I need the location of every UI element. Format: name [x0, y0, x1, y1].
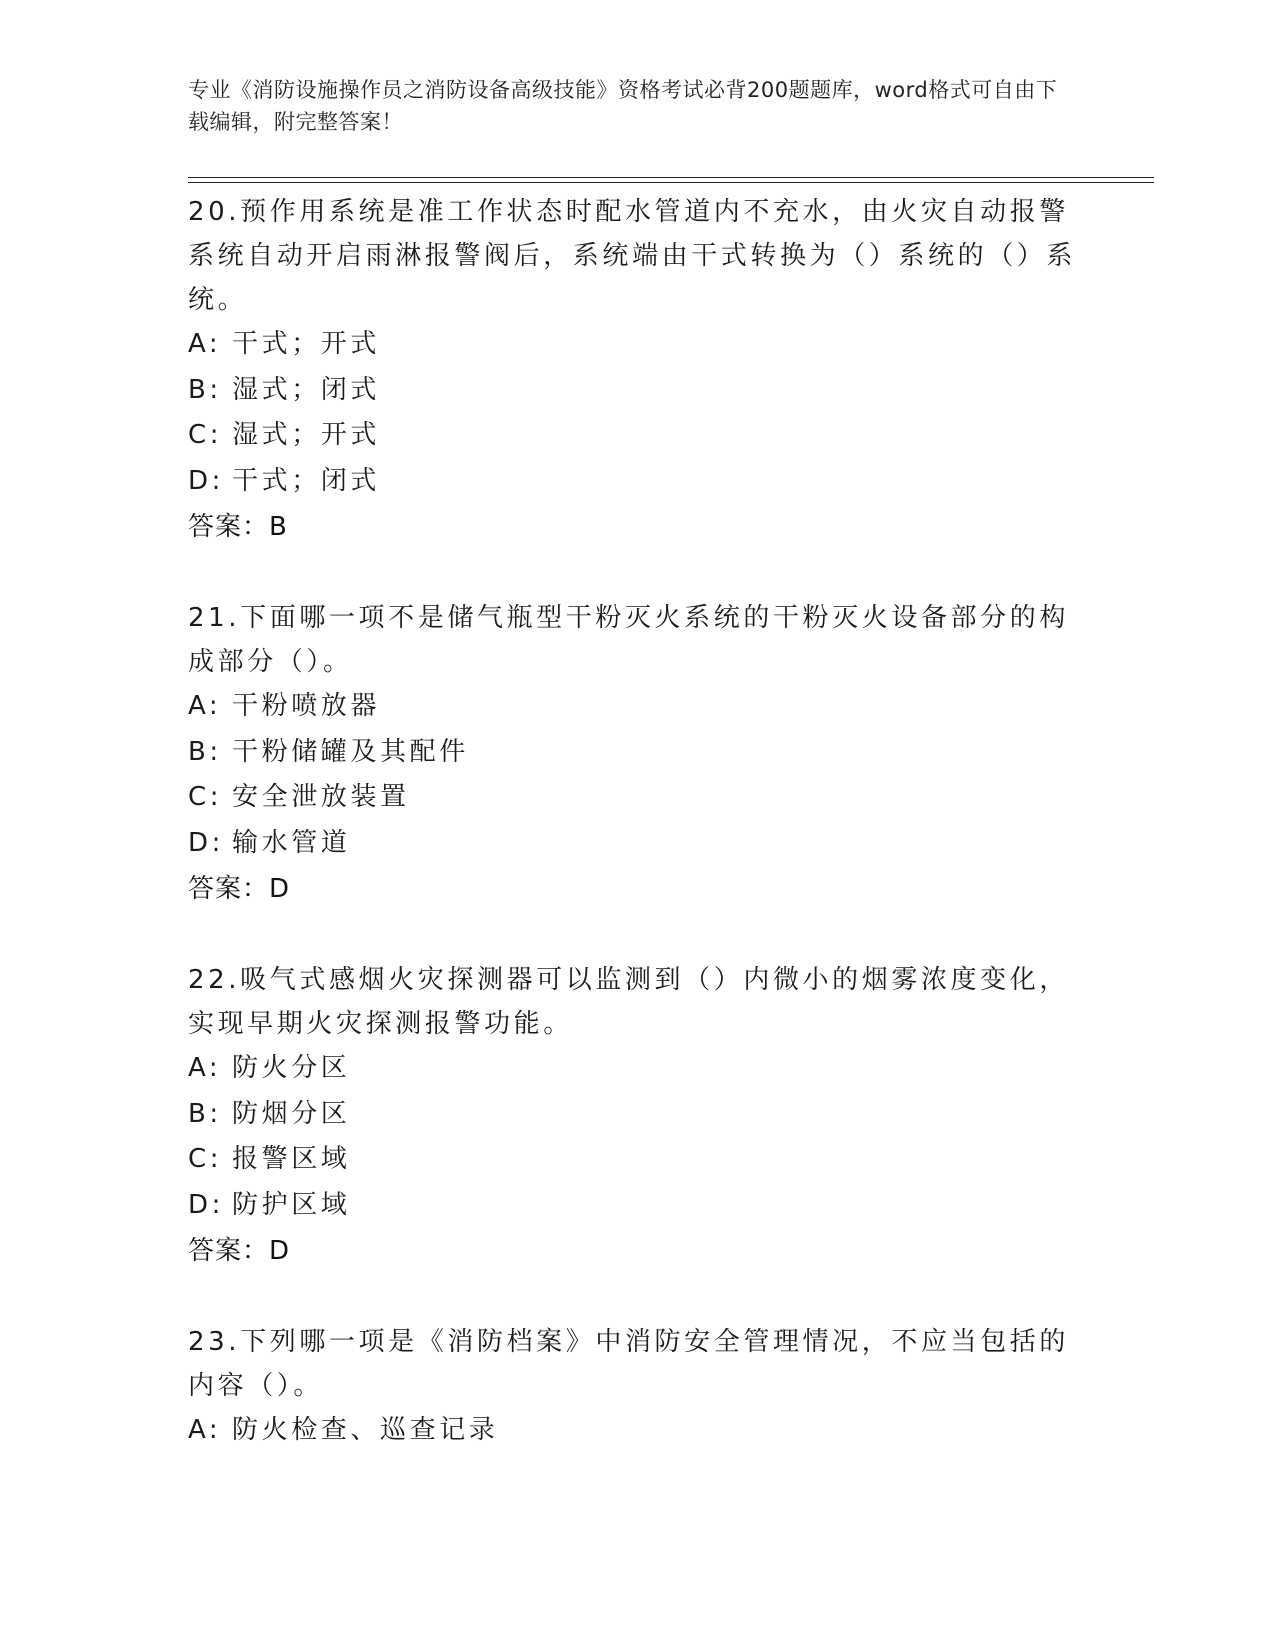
option-letter: C: — [188, 782, 223, 812]
option-letter: D: — [188, 465, 224, 496]
question-stem: 21.下面哪一项不是储气瓶型干粉灭火系统的干粉灭火设备部分的构成部分（）。 — [188, 603, 1069, 677]
question-20 — [188, 188, 1078, 550]
option-letter: C: — [188, 1144, 223, 1174]
option-text: 干粉储罐及其配件 — [232, 736, 469, 767]
option-text: 防护区域 — [232, 1189, 351, 1220]
question-23 — [188, 1318, 1078, 1454]
question-stem: 22.吸气式感烟火灾探测器可以监测到（）内微小的烟雾浓度变化，实现早期火灾探测报警功能。 — [188, 965, 1069, 1039]
header-divider-top — [188, 177, 1154, 178]
option-b — [188, 368, 1078, 414]
option-text: 防火检查、巡查记录 — [232, 1415, 499, 1445]
option-a — [188, 322, 1078, 368]
answer-line: 答案：B — [188, 512, 288, 542]
option-letter: A: — [188, 329, 222, 359]
option-text: 湿式；开式 — [232, 420, 381, 450]
option-a — [188, 1408, 1078, 1454]
option-letter: B: — [188, 1098, 222, 1129]
option-c — [188, 775, 1078, 821]
option-d — [188, 1183, 1078, 1229]
option-b — [188, 1092, 1078, 1138]
option-text: 安全泄放装置 — [232, 782, 410, 812]
option-letter: B: — [188, 374, 222, 405]
option-text: 防火分区 — [232, 1053, 351, 1083]
question-list — [188, 188, 1078, 1454]
answer-line: 答案：D — [188, 1236, 291, 1266]
option-text: 湿式；闭式 — [232, 374, 381, 405]
answer-line: 答案：D — [188, 874, 291, 904]
option-letter: C: — [188, 420, 223, 450]
option-a — [188, 1046, 1078, 1092]
option-b — [188, 730, 1078, 776]
question-22 — [188, 956, 1078, 1274]
option-text: 报警区域 — [232, 1144, 351, 1174]
document-header: 专业《消防设施操作员之消防设备高级技能》资格考试必背200题题库，word格式可自由下载编辑，附完整答案！ — [188, 78, 1058, 134]
option-c — [188, 413, 1078, 459]
option-text: 防烟分区 — [232, 1098, 351, 1129]
option-d — [188, 459, 1078, 505]
option-letter: A: — [188, 1053, 222, 1083]
option-a — [188, 684, 1078, 730]
option-letter: B: — [188, 736, 222, 767]
option-letter: A: — [188, 1415, 222, 1445]
option-d — [188, 821, 1078, 867]
option-text: 干式；开式 — [232, 329, 381, 359]
question-stem: 23.下列哪一项是《消防档案》中消防安全管理情况，不应当包括的内容（）。 — [188, 1327, 1069, 1401]
option-letter: D: — [188, 827, 224, 858]
question-21 — [188, 594, 1078, 912]
question-stem: 20.预作用系统是准工作状态时配水管道内不充水，由火灾自动报警系统自动开启雨淋报警阀后，系统端由干式转换为（）系统的（）系统。 — [188, 197, 1077, 315]
option-text: 干式；闭式 — [232, 465, 381, 496]
option-text: 输水管道 — [232, 827, 351, 858]
header-divider-bottom — [188, 182, 1154, 183]
option-c — [188, 1137, 1078, 1183]
option-letter: A: — [188, 691, 222, 721]
option-letter: D: — [188, 1189, 224, 1220]
option-text: 干粉喷放器 — [232, 691, 381, 721]
